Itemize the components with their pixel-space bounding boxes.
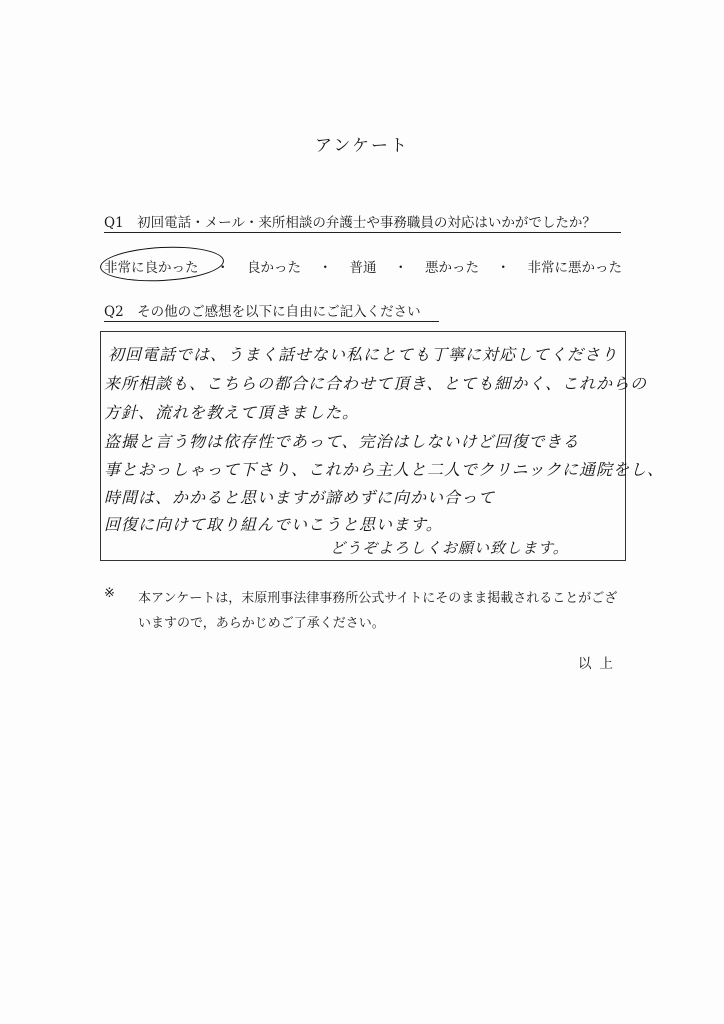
handwritten-line: 方針、流れを教えて頂きました。: [104, 403, 360, 422]
question-1-options: [104, 256, 622, 276]
question-1-label: Q1 初回電話・メール・来所相談の弁護士や事務職員の対応はいかがでしたか？: [104, 211, 621, 233]
option-separator: ・: [496, 260, 510, 276]
option-good[interactable]: 良かった: [247, 260, 301, 276]
handwritten-line: 盗撮と言う物は依存性であって、完治はしないけど回復できる: [104, 432, 580, 451]
question-2-label: Q2 その他のご感想を以下に自由にご記入ください: [104, 300, 439, 322]
option-bad[interactable]: 悪かった: [425, 260, 479, 276]
option-very-good[interactable]: 非常に良かった: [104, 260, 199, 276]
handwritten-line: 時間は、かかると思いますが諦めずに向かい合って: [104, 488, 496, 507]
option-separator: ・: [394, 260, 408, 276]
handwritten-line: 来所相談も、こちらの都合に合わせて頂き、とても細かく、これからの: [104, 374, 648, 393]
handwritten-line: 事とおっしゃって下さり、これから主人と二人でクリニックに通院をし、: [104, 460, 665, 479]
note-text: 本アンケートは，末原刑事法律事務所公式サイトにそのまま掲載されることがございますので，あらかじめご了承ください。: [138, 591, 618, 631]
handwritten-line: 回復に向けて取り組んでいこうと思います。: [104, 515, 443, 534]
handwritten-line: 初回電話では、うまく話せない私にとても丁寧に対応してくださり: [108, 345, 619, 364]
option-very-bad[interactable]: 非常に悪かった: [527, 260, 622, 276]
option-average[interactable]: 普通: [349, 260, 377, 276]
option-separator: ・: [318, 260, 332, 276]
handwritten-line: どうぞよろしくお願い致します。: [330, 539, 569, 557]
closing-text: 以上: [578, 656, 621, 672]
option-separator: ・: [216, 260, 230, 276]
page-title: アンケート: [315, 136, 409, 156]
note-mark: ※: [104, 586, 115, 601]
